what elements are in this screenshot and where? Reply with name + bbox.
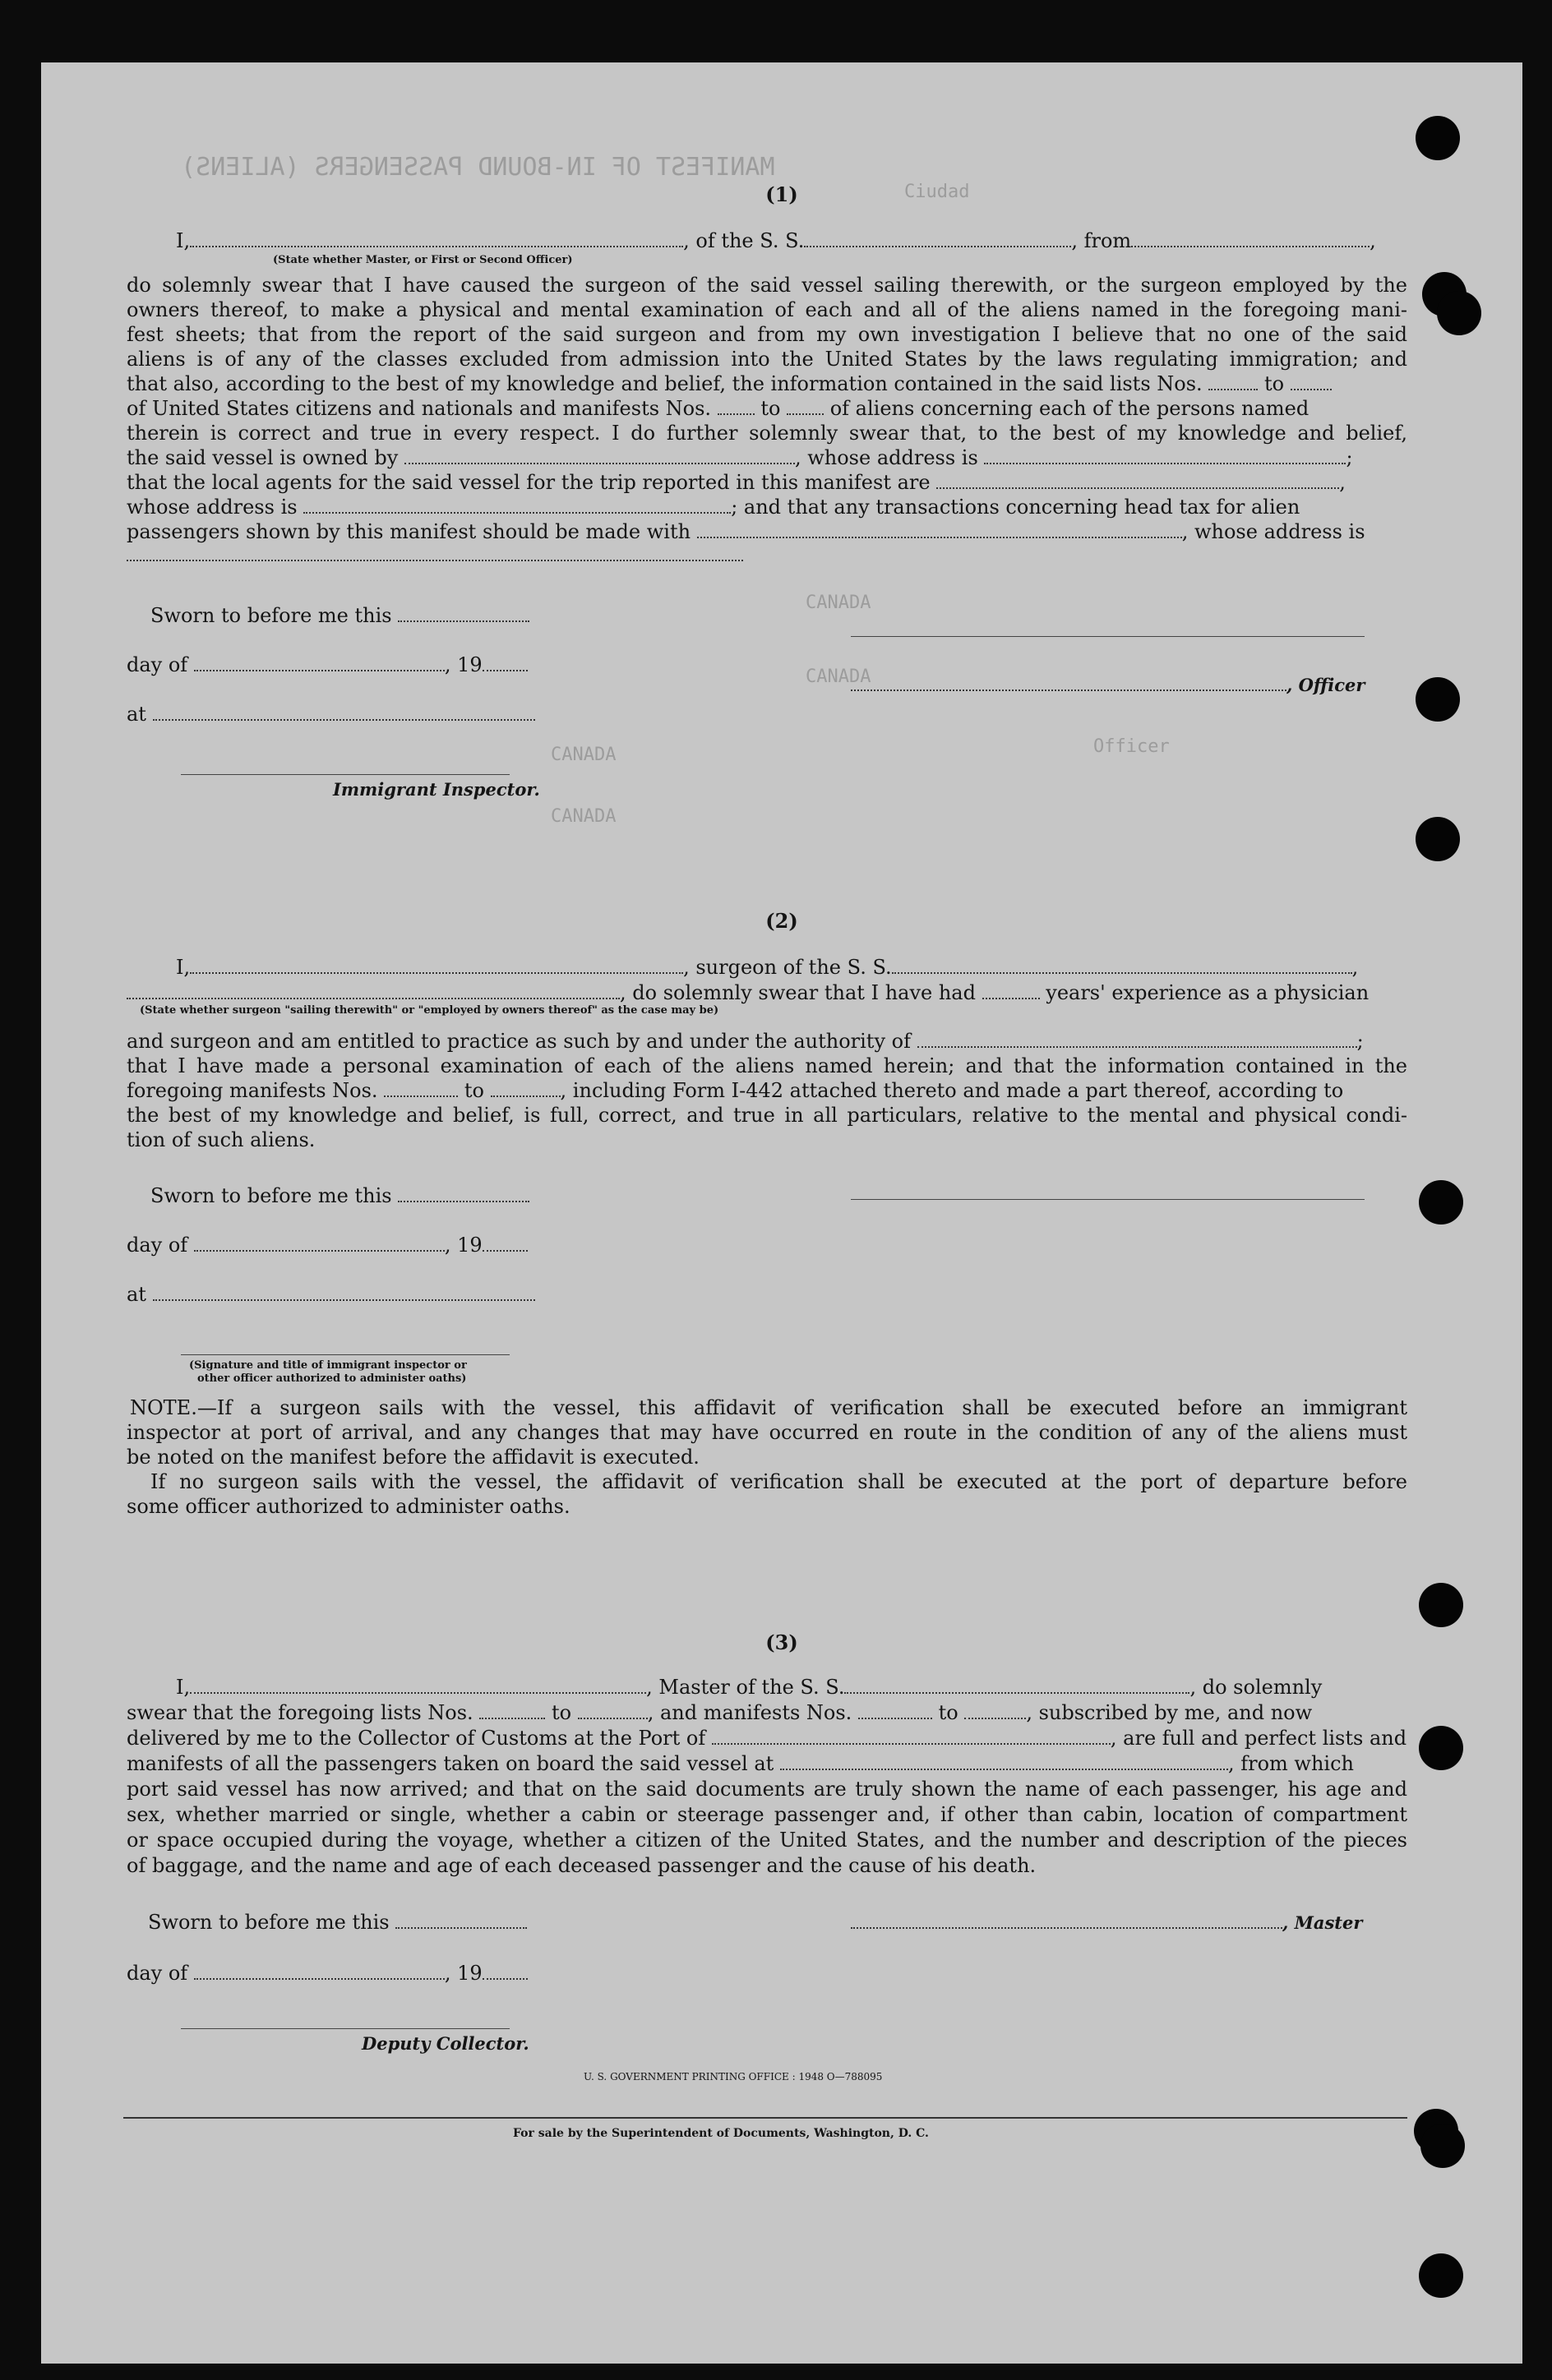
punch-hole [1437, 291, 1481, 335]
s1-paragraph-line: aliens is of any of the classes excluded from admission into the United States by the laws regulating immigration; and [127, 348, 1407, 371]
s1-paragraph-line: of United States citizens and nationals and manifests Nos. to of aliens concerning each of the persons named [127, 397, 1310, 420]
punch-hole [1419, 1583, 1463, 1627]
note-line: some officer authorized to administer oaths. [127, 1495, 570, 1518]
s3-line-4: manifests of all the passengers taken on board the said vessel at , from which [127, 1752, 1354, 1775]
section-3-number: (3) [765, 1630, 798, 1654]
punch-hole [1419, 1726, 1463, 1770]
s1-sworn-line: Sworn to before me this [150, 603, 529, 628]
bleed-through-text: CANADA [551, 806, 617, 827]
s2-sig-label-1: (Signature and title of immigrant inspector or [189, 1359, 467, 1372]
s1-officer-rule-top [851, 636, 1365, 637]
s1-paragraph-line: passengers shown by this manifest should be made with , whose address is [127, 520, 1365, 543]
note-line: NOTE.—If a surgeon sails with the vessel, this affidavit of verification shall be executed before an immigrant [130, 1396, 1407, 1419]
bleed-through-text: Ciudad [904, 182, 970, 202]
s3-paragraph-line: sex, whether married or single, whether a cabin or steerage passenger and, if other than cabin, location of compartment [127, 1803, 1407, 1826]
s1-at-line: at [127, 702, 535, 726]
punch-hole [1416, 817, 1460, 861]
s3-line-3: delivered by me to the Collector of Customs at the Port of , are full and perfect lists and [127, 1727, 1407, 1750]
s1-paragraph-line: therein is correct and true in every respect. I do further solemnly swear that, to the best of my knowledge and belief, [127, 422, 1407, 445]
punch-hole [1416, 116, 1460, 160]
s2-line-1: I, , surgeon of the S. S. , [176, 956, 1359, 979]
note-line: be noted on the manifest before the affidavit is executed. [127, 1446, 700, 1469]
s2-sworn-line: Sworn to before me this [150, 1183, 529, 1208]
s1-signature-label: Immigrant Inspector. [333, 779, 540, 800]
punch-hole [1419, 2253, 1463, 2298]
s2-signature-rule-right [851, 1199, 1365, 1200]
bleed-through-heading: MANIFEST OF IN-BOUND PASSENGERS (ALIENS) [181, 153, 775, 182]
section-2-number: (2) [765, 909, 798, 933]
s3-signature-label: Deputy Collector. [362, 2033, 529, 2054]
s1-paragraph-line: that also, according to the best of my knowledge and belief, the information contained in the said lists Nos. to [127, 371, 1332, 396]
s3-sig-rule [181, 2028, 510, 2029]
s3-day-line: day of , 19 [127, 1961, 528, 1986]
manifest-page [41, 62, 1522, 2364]
s1-paragraph-line: whose address is ; and that any transactions concerning head tax for alien [127, 496, 1300, 519]
s1-paragraph-line: owners thereof, to make a physical and mental examination of each and all of the aliens named in the foregoing mani- [127, 298, 1407, 321]
punch-hole [1420, 2124, 1465, 2168]
s2-sig-rule [181, 1354, 510, 1355]
s3-paragraph-line: or space occupied during the voyage, whether a citizen of the United States, and the number and description of the pieces [127, 1829, 1407, 1852]
s3-master-line: , Master [851, 1910, 1362, 1935]
note-line: If no surgeon sails with the vessel, the affidavit of verification shall be executed at the port of departure before [150, 1470, 1407, 1493]
s1-paragraph-line: that the local agents for the said vessel for the trip reported in this manifest are , [127, 471, 1346, 494]
punch-hole [1419, 1180, 1463, 1225]
bleed-through-text: CANADA [806, 666, 871, 687]
s2-line-2: , do solemnly swear that I have had years' experience as a physician [127, 980, 1369, 1005]
s2-paragraph-line: the best of my knowledge and belief, is full, correct, and true in all particulars, relative to the mental and physical condi- [127, 1104, 1407, 1127]
s3-paragraph-line: of baggage, and the name and age of each deceased passenger and the cause of his death. [127, 1854, 1037, 1877]
bleed-through-text: Officer [1093, 736, 1170, 757]
bleed-through-text: CANADA [551, 745, 617, 765]
s2-sig-label-2: other officer authorized to administer oaths) [197, 1372, 467, 1385]
s2-paragraph-line: and surgeon and am entitled to practice as such by and under the authority of ; [127, 1030, 1364, 1053]
s3-line-2: swear that the foregoing lists Nos. to , and manifests Nos. to , subscribed by me, and now [127, 1701, 1313, 1724]
punch-hole [1416, 677, 1460, 722]
s1-line-1: I, , of the S. S. , from , [176, 229, 1376, 252]
s1-sig-rule [181, 774, 510, 775]
sale-notice: For sale by the Superintendent of Documents, Washington, D. C. [513, 2127, 929, 2140]
s1-paragraph-line: the said vessel is owned by , whose address is ; [127, 446, 1353, 469]
s2-at-line: at [127, 1282, 535, 1307]
bleed-through-text: CANADA [806, 593, 871, 613]
s2-paragraph-line: tion of such aliens. [127, 1128, 316, 1151]
s2-paragraph-line: that I have made a personal examination of each of the aliens named herein; and that the information contained in the [127, 1054, 1407, 1077]
s2-day-line: day of , 19 [127, 1233, 528, 1257]
footer-rule [123, 2117, 1407, 2119]
s1-officer-line: , Officer [851, 672, 1365, 698]
s1-day-line: day of , 19 [127, 653, 528, 677]
note-line: inspector at port of arrival, and any changes that may have occurred en route in the condition of any of the aliens must [127, 1421, 1407, 1444]
gpo-imprint: U. S. GOVERNMENT PRINTING OFFICE : 1948 O—788095 [584, 2071, 883, 2082]
s3-paragraph-line: port said vessel has now arrived; and that on the said documents are truly shown the name of each passenger, his age and [127, 1778, 1407, 1801]
s3-line-1: I, , Master of the S. S. , do solemnly [176, 1676, 1323, 1699]
s1-blank-line [127, 542, 743, 567]
s3-sworn-line: Sworn to before me this [148, 1910, 527, 1935]
s2-paragraph-line: foregoing manifests Nos. to , including Form I-442 attached thereto and made a part thereof, according to [127, 1079, 1344, 1102]
s1-officer-note: (State whether Master, or First or Second Officer) [273, 254, 573, 266]
s1-paragraph-line: fest sheets; that from the report of the said surgeon and from my own investigation I believe that no one of the said [127, 323, 1407, 346]
s2-surgeon-note: (State whether surgeon "sailing therewith" or "employed by owners thereof" as the case may be) [140, 1004, 719, 1017]
section-1-number: (1) [765, 182, 798, 206]
s1-paragraph-line: do solemnly swear that I have caused the surgeon of the said vessel sailing therewith, or the surgeon employed by the [127, 274, 1407, 297]
